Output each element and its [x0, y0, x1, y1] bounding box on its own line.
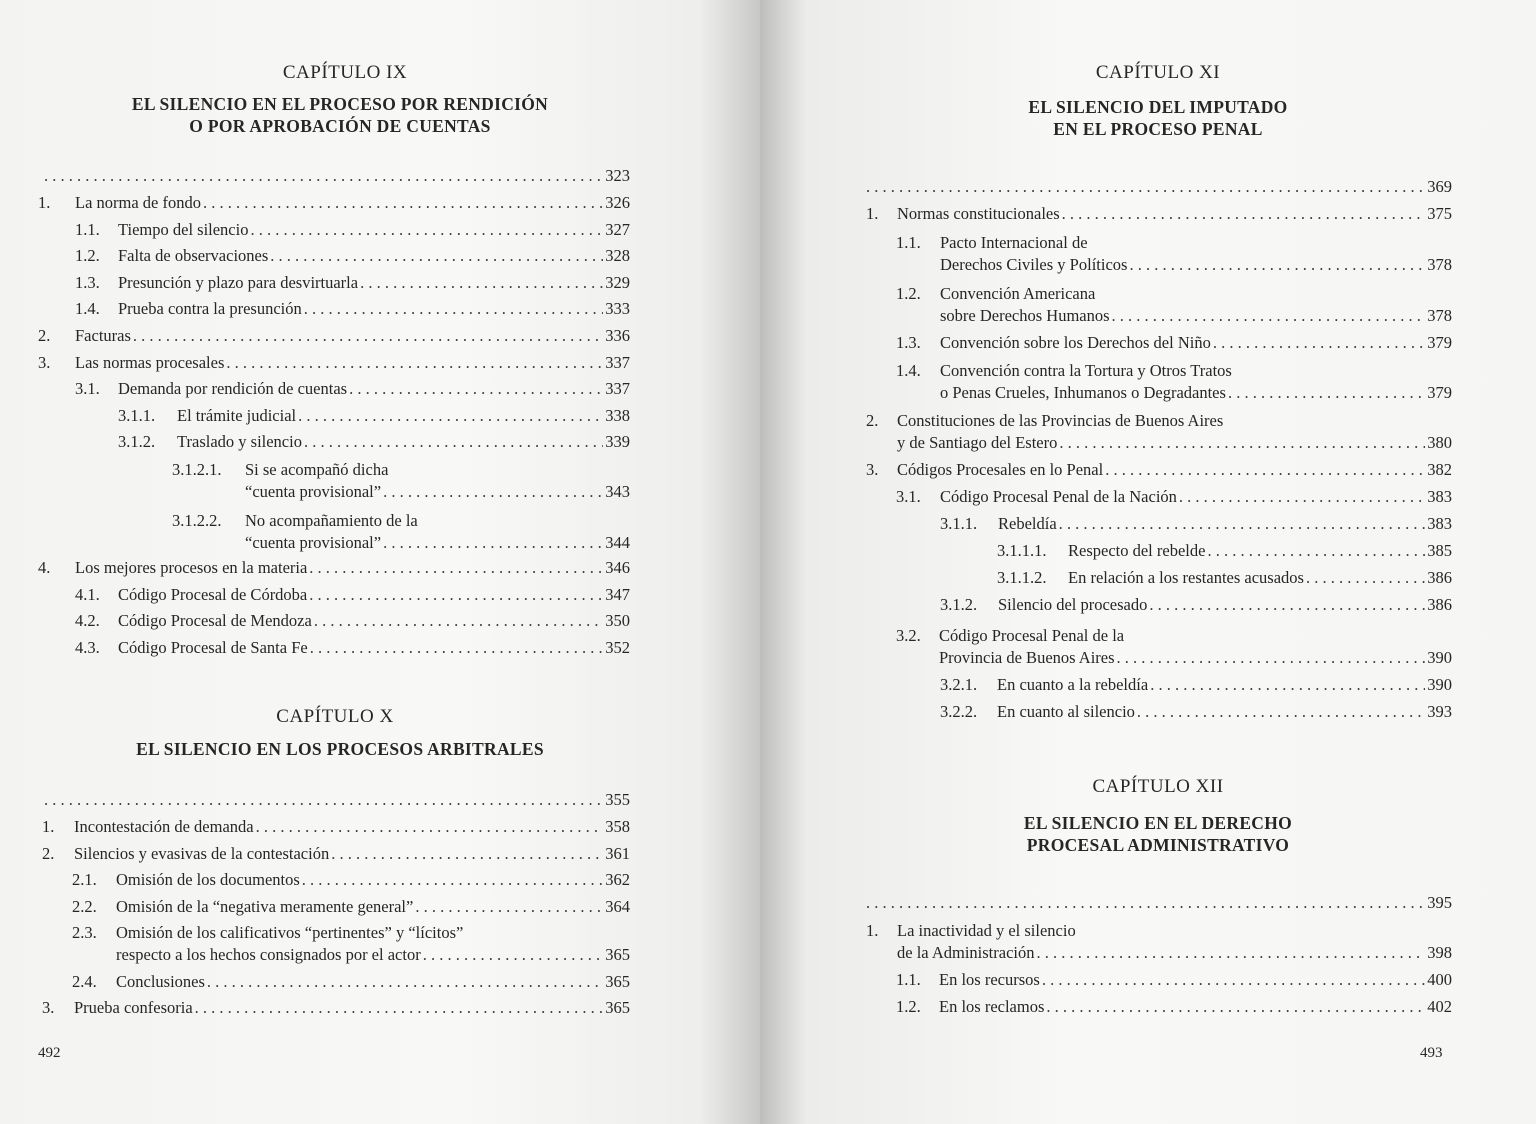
toc-list	[38, 166, 630, 666]
toc-entry[interactable]: 3. Las normas procesales . . . 337	[44, 353, 630, 375]
toc-entry[interactable]: 3.1. Demanda por rendición de cuentas . . . 337	[44, 379, 630, 401]
chapter-title-line: EL SILENCIO EN EL DERECHO	[1023, 813, 1293, 833]
toc-entry[interactable]: 1.1. Pacto Internacional de Derechos Civiles y Políticos . . . 378	[866, 255, 1452, 277]
toc-entry[interactable]: 3.1.2.1. Si se acompañó dicha “cuenta provisional” . . . 343	[44, 482, 630, 504]
toc-entry[interactable]: 2. Constituciones de las Provincias de Buenos Aires y de Santiago del Estero . . . 380	[866, 433, 1452, 455]
toc-entry[interactable]: 1. Normas constitucionales . . . 375	[866, 204, 1452, 226]
chapter-title-line: PROCESAL ADMINISTRATIVO	[1026, 835, 1290, 855]
toc-entry[interactable]: 3.1. Código Procesal Penal de la Nación . . . 383	[866, 487, 1452, 509]
toc-list	[866, 893, 1452, 1023]
toc-entry[interactable]: 1.1. Tiempo del silencio . . . 327	[44, 220, 630, 242]
chapter-label: CAPÍTULO XI	[1095, 62, 1221, 83]
toc-entry[interactable]: 3.1.1.1. Respecto del rebelde . . . 385	[866, 541, 1452, 563]
toc-entry[interactable]: 1.3. Convención sobre los Derechos del Niño . . . 379	[866, 333, 1452, 355]
toc-entry[interactable]: . . . 395	[866, 893, 1452, 915]
toc-entry[interactable]: 3.2.1. En cuanto a la rebeldía . . . 390	[866, 675, 1452, 697]
toc-entry[interactable]: 4.3. Código Procesal de Santa Fe . . . 352	[44, 638, 630, 660]
toc-entry[interactable]: . . . 369	[866, 177, 1452, 199]
page-number: 493	[1420, 1045, 1443, 1061]
toc-entry[interactable]: 2.3. Omisión de los calificativos “pertinentes” y “lícitos” respecto a los hechos consignados por el actor . . . 365	[44, 945, 630, 967]
toc-entry[interactable]: 3.1.2. Traslado y silencio . . . 339	[44, 432, 630, 454]
toc-entry[interactable]: . . . 355	[44, 790, 630, 812]
toc-entry[interactable]: 3.1.1. El trámite judicial . . . 338	[44, 406, 630, 428]
toc-entry[interactable]: 1.2. Convención Americana sobre Derechos Humanos . . . 378	[866, 306, 1452, 328]
toc-entry[interactable]: 1. La inactividad y el silencio de la Administración . . . 398	[866, 943, 1452, 965]
toc-entry[interactable]: 1.4. Prueba contra la presunción . . . 333	[44, 299, 630, 321]
toc-entry[interactable]: 3. Prueba confesoria . . . 365	[44, 998, 630, 1020]
chapter-label: CAPÍTULO X	[276, 706, 394, 727]
toc-entry[interactable]: 3.1.2. Silencio del procesado . . . 386	[866, 595, 1452, 617]
toc-entry[interactable]: . . . 323	[44, 166, 630, 188]
chapter-title-line: EL SILENCIO EN LOS PROCESOS ARBITRALES	[136, 739, 544, 759]
chapter-title-line: O POR APROBACIÓN DE CUENTAS	[189, 116, 491, 136]
toc-entry[interactable]: 1.3. Presunción y plazo para desvirtuarla . . . 329	[44, 273, 630, 295]
toc-entry[interactable]: 1.1. En los recursos . . . 400	[866, 970, 1452, 992]
toc-entry[interactable]: 1.2. En los reclamos . . . 402	[866, 997, 1452, 1019]
toc-entry[interactable]: 3. Códigos Procesales en lo Penal . . . 382	[866, 460, 1452, 482]
toc-entry[interactable]: 4.1. Código Procesal de Córdoba . . . 347	[44, 585, 630, 607]
toc-entry[interactable]: 3.2.2. En cuanto al silencio . . . 393	[866, 702, 1452, 724]
toc-entry[interactable]: 3.2. Código Procesal Penal de la Provincia de Buenos Aires . . . 390	[866, 648, 1452, 670]
chapter-title-line: EL SILENCIO DEL IMPUTADO	[1028, 97, 1288, 117]
left-page	[0, 0, 760, 1124]
toc-entry[interactable]: 2.4. Conclusiones . . . 365	[44, 972, 630, 994]
toc-entry[interactable]: 1.2. Falta de observaciones . . . 328	[44, 246, 630, 268]
toc-entry[interactable]: 4. Los mejores procesos en la materia . . . 346	[44, 558, 630, 580]
chapter-title-line: EN EL PROCESO PENAL	[1053, 119, 1263, 139]
toc-entry[interactable]: 1.4. Convención contra la Tortura y Otros Tratos o Penas Crueles, Inhumanos o Degradantes . . . 379	[866, 383, 1452, 405]
toc-entry[interactable]: 1. Incontestación de demanda . . . 358	[44, 817, 630, 839]
toc-entry[interactable]: 3.1.1. Rebeldía . . . 383	[866, 514, 1452, 536]
chapter-label: CAPÍTULO IX	[282, 62, 408, 83]
toc-entry[interactable]: 2. Silencios y evasivas de la contestación . . . 361	[44, 844, 630, 866]
right-page	[760, 0, 1536, 1124]
page-number: 492	[38, 1045, 61, 1061]
toc-list	[866, 177, 1452, 721]
toc-entry[interactable]: 2.1. Omisión de los documentos . . . 362	[44, 870, 630, 892]
toc-entry[interactable]: 3.1.1.2. En relación a los restantes acusados . . . 386	[866, 568, 1452, 590]
toc-entry[interactable]: 2. Facturas . . . 336	[44, 326, 630, 348]
toc-entry[interactable]: 1. La norma de fondo . . . 326	[44, 193, 630, 215]
toc-list	[44, 790, 630, 1020]
chapter-title-line: EL SILENCIO EN EL PROCESO POR RENDICIÓN	[131, 94, 549, 114]
chapter-label: CAPÍTULO XII	[1092, 776, 1224, 797]
toc-entry[interactable]: 3.1.2.2. No acompañamiento de la “cuenta provisional” . . . 344	[44, 533, 630, 555]
toc-entry[interactable]: 4.2. Código Procesal de Mendoza . . . 350	[44, 611, 630, 633]
toc-entry[interactable]: 2.2. Omisión de la “negativa meramente general” . . . 364	[44, 897, 630, 919]
